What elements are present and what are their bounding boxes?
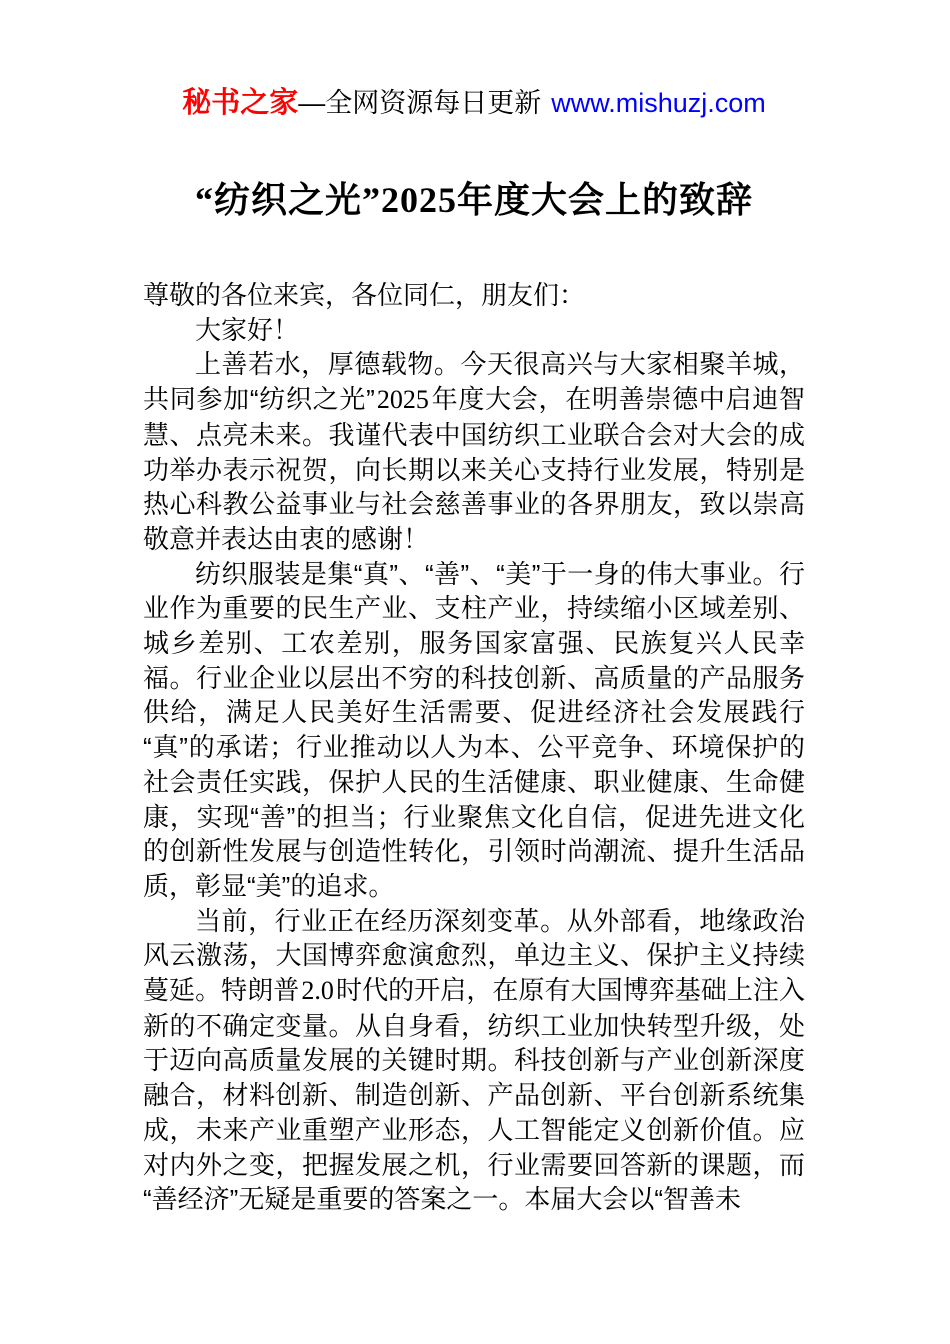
site-header <box>143 88 805 118</box>
site-url-link[interactable]: www.mishuzj.com <box>551 88 766 118</box>
document-title: “纺织之光”2025年度大会上的致辞 <box>194 180 753 220</box>
paragraph: 当前，行业正在经历深刻变革。从外部看，地缘政治风云激荡，大国博弈愈演愈烈，单边主义、保护主义持续蔓延。特朗普2.0时代的开启，在原有大国博弈基础上注入新的不确定变量。从自身看，纺织工业加快转型升级，处于迈向高质量发展的关键时期。科技创新与产业创新深度融合，材料创新、制造创新、产品创新、平台创新系统集成，未来产业重塑产业形态，人工智能定义创新价值。应对内外之变，把握发展之机，行业需要回答新的课题，而“善经济”无疑是重要的答案之一。本届大会以“智善未 <box>143 905 805 1215</box>
paragraph: 尊敬的各位来宾，各位同仁，朋友们： <box>143 280 586 310</box>
document-body <box>143 278 805 1217</box>
paragraph: 纺织服装是集“真”、“善”、“美”于一身的伟大事业。行业作为重要的民生产业、支柱产业，持续缩小区域差别、城乡差别、工农差别，服务国家富强、民族复兴人民幸福。行业企业以层出不穷的科技创新、高质量的产品服务供给，满足人民美好生活需要、促进经济社会发展践行“真”的承诺；行业推动以人为本、公平竞争、环境保护的社会责任实践，保护人民的生活健康、职业健康、生命健康，实现“善”的担当；行业聚焦文化自信，促进先进文化的创新性发展与创造性转化，引领时尚潮流、提升生活品质，彰显“美”的追求。 <box>143 558 805 901</box>
site-brand-text: 秘书之家 <box>182 87 299 119</box>
latin-run: 2.0 <box>301 976 334 1006</box>
paragraph: 大家好！ <box>195 314 300 345</box>
latin-run: 2025 <box>376 385 429 415</box>
paragraph: 上善若水，厚德载物。今天很高兴与大家相聚羊城，共同参加“纺织之光”2025年度大会，在明善崇德中启迪智慧、点亮未来。我谨代表中国纺织工业联合会对大会的成功举办表示祝贺，向长期以来关心支持行业发展，特别是热心科教公益事业与社会慈善事业的各界朋友，致以崇高敬意并表达由衷的感谢！ <box>143 349 805 554</box>
site-tagline-text: —全网资源每日更新 <box>298 88 542 118</box>
